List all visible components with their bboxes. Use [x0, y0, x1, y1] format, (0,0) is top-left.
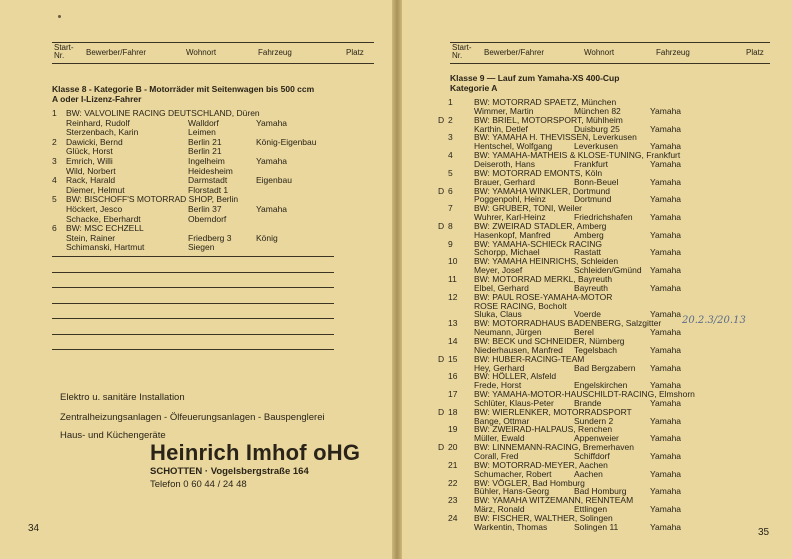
- entrant-name: Dawicki, Bernd: [66, 136, 123, 147]
- entrant-name: Schacke, Eberhardt: [66, 213, 141, 224]
- vehicle: Yamaha: [650, 176, 682, 187]
- entrant-name: Deiseroth, Hans: [474, 158, 535, 169]
- blank-line: [52, 318, 334, 319]
- hometown: Heidesheim: [188, 165, 233, 176]
- start-number: 16: [448, 371, 458, 382]
- entrant-name: Wuhrer, Karl-Heinz: [474, 212, 546, 223]
- header-wohnort: Wohnort: [186, 48, 217, 57]
- table-row: [52, 233, 372, 243]
- start-number: 24: [448, 512, 458, 523]
- entrant-name: BW: YAMAHA-MATHEIS & KLOSE-TUNING, Frankfurt: [474, 150, 681, 161]
- hometown: Berlin 21: [188, 136, 222, 147]
- hometown: Darmstadt: [188, 175, 228, 186]
- start-number: 21: [448, 459, 458, 470]
- table-row: [52, 175, 372, 185]
- entrant-name: ROSE RACING, Bocholt: [474, 300, 567, 311]
- start-number: 22: [448, 477, 458, 488]
- vehicle: Yamaha: [650, 158, 682, 169]
- entrant-name: BW: GRUBER, TONI, Weiler: [474, 203, 583, 214]
- hometown: Oberndorf: [188, 213, 227, 224]
- start-number: 2: [52, 136, 57, 147]
- entrant-name: BW: MOTORRAD SPAETZ, München: [474, 97, 617, 107]
- ad-phone: Telefon 0 60 44 / 24 48: [150, 479, 247, 490]
- start-number: 13: [448, 318, 458, 329]
- entrant-name: Hasenkopf, Manfred: [474, 229, 551, 240]
- start-number: 8: [448, 220, 453, 231]
- entrant-name: BW: ZWEIRAD-HALPAUS, Renchen: [474, 424, 613, 435]
- hometown: Bad Bergzabern: [574, 362, 636, 373]
- hometown: Leverkusen: [574, 141, 618, 152]
- hometown: Friedberg 3: [188, 232, 232, 243]
- entrant-name: BW: YAMAHA HEINRICHS, Schleiden: [474, 256, 619, 267]
- margin-mark: D: [438, 406, 445, 417]
- table-row: [52, 166, 372, 176]
- vehicle: Yamaha: [650, 433, 682, 444]
- header-bewerber: Bewerber/Fahrer: [484, 48, 545, 57]
- entrant-name: Höckert, Jesco: [66, 204, 123, 214]
- entrant-name: BW: ZWEIRAD STADLER, Amberg: [474, 220, 607, 231]
- blank-line: [52, 256, 334, 257]
- entrant-name: BW: YAMAHA WINKLER, Dortmund: [474, 185, 611, 196]
- header-wohnort: Wohnort: [584, 48, 615, 57]
- vehicle: Yamaha: [650, 504, 682, 515]
- start-number: 9: [448, 238, 453, 249]
- right-table-header: [450, 42, 770, 64]
- table-row: [52, 194, 372, 204]
- table-row: [52, 156, 372, 166]
- vehicle: Yamaha: [650, 212, 682, 223]
- hometown: Ingelheim: [188, 156, 225, 166]
- entrant-name: Schumacher, Robert: [474, 468, 552, 479]
- hometown: Sundern 2: [574, 415, 614, 426]
- hometown: Berlin 21: [188, 146, 222, 157]
- start-number: 4: [448, 150, 453, 161]
- entrant-name: Stein, Rainer: [66, 232, 116, 243]
- vehicle: Yamaha: [650, 247, 682, 258]
- header-bewerber: Bewerber/Fahrer: [86, 48, 147, 57]
- vehicle: Yamaha: [650, 344, 682, 355]
- margin-mark: D: [438, 114, 445, 125]
- entrant-name: BW: BECK und SCHNEIDER, Nürnberg: [474, 335, 625, 346]
- ad-line-2: Zentralheizungsanlagen - Ölfeuerungsanlagen - Bauspenglerei: [60, 412, 325, 423]
- vehicle: König-Eigenbau: [256, 136, 317, 147]
- hometown: Berlin 37: [188, 204, 222, 214]
- vehicle: Yamaha: [650, 282, 682, 293]
- entrant-name: BW: YAMAHA H. THEVISSEN, Leverkusen: [474, 132, 637, 143]
- start-number: 12: [448, 291, 458, 302]
- table-row: [52, 223, 372, 233]
- hometown: Engelskirchen: [574, 380, 628, 391]
- margin-mark: D: [438, 185, 445, 196]
- table-row: [52, 146, 372, 156]
- entrant-name: Müller, Ewald: [474, 433, 525, 444]
- vehicle: Yamaha: [256, 156, 288, 166]
- hometown: Solingen 11: [574, 521, 619, 532]
- vehicle: Yamaha: [650, 229, 682, 240]
- blank-line: [52, 303, 334, 304]
- entrant-name: März, Ronald: [474, 504, 525, 515]
- entrant-name: BW: FISCHER, WALTHER, Solingen: [474, 512, 613, 523]
- start-number: 7: [448, 203, 453, 214]
- entrant-name: Schorpp, Michael: [474, 247, 540, 258]
- vehicle: Yamaha: [650, 521, 682, 532]
- klasse-8-title: Klasse 8 - Kategorie B - Motorräder mit Seitenwagen bis 500 ccm: [52, 84, 315, 94]
- table-row: [52, 214, 372, 224]
- header-platz: Platz: [346, 48, 364, 57]
- entrant-name: BW: WIERLENKER, MOTORRADSPORT: [474, 406, 632, 417]
- entrant-name: BW: LINNEMANN-RACING, Bremerhaven: [474, 442, 634, 453]
- entrant-name: Glück, Horst: [66, 146, 113, 157]
- blank-line: [52, 287, 334, 288]
- entrant-name: Frede, Horst: [474, 380, 522, 391]
- vehicle: Yamaha: [650, 141, 682, 152]
- blank-line: [52, 272, 334, 273]
- print-speck: [58, 15, 61, 18]
- table-row: [52, 242, 372, 252]
- start-number: 14: [448, 335, 458, 346]
- vehicle: Yamaha: [650, 451, 682, 461]
- hometown: Bonn-Beuel: [574, 176, 619, 187]
- vehicle: Yamaha: [650, 309, 682, 320]
- vehicle: Yamaha: [650, 123, 682, 134]
- entrant-name: Rack, Harald: [66, 175, 116, 186]
- table-row: [52, 118, 372, 128]
- klasse-9-title: Klasse 9 — Lauf zum Yamaha-XS 400-Cup: [450, 73, 620, 83]
- hometown: Appenweier: [574, 433, 619, 444]
- vehicle: Eigenbau: [256, 175, 292, 186]
- vehicle: Yamaha: [650, 194, 682, 205]
- entrant-name: BW: YAMAHA-SCHIECk RACING: [474, 238, 602, 249]
- klasse-9-subtitle: Kategorie A: [450, 83, 498, 93]
- start-number: 10: [448, 256, 458, 267]
- start-number: 3: [448, 132, 453, 143]
- entrant-name: Bange, Ottmar: [474, 415, 530, 426]
- header-start: Start- Nr.: [54, 43, 74, 60]
- entrant-name: Elbel, Gerhard: [474, 282, 529, 293]
- start-number: 5: [448, 167, 453, 178]
- hometown: Tegelsbach: [574, 344, 618, 355]
- start-number: 6: [448, 185, 453, 196]
- table-row: [52, 204, 372, 214]
- margin-mark: D: [438, 442, 445, 453]
- vehicle: Yamaha: [650, 327, 682, 338]
- hometown: Dortmund: [574, 194, 612, 205]
- entrant-name: BW: HUBER-RACING-TEAM: [474, 353, 585, 364]
- entrant-name: BW: PAUL ROSE-YAMAHA-MOTOR: [474, 291, 613, 302]
- page-number-left: 34: [28, 523, 40, 534]
- blank-line: [52, 334, 334, 335]
- left-table-header: [52, 42, 374, 64]
- hometown: Aachen: [574, 468, 603, 479]
- start-number: 23: [448, 495, 458, 506]
- margin-mark: D: [438, 353, 445, 364]
- hometown: Schiffdorf: [574, 451, 610, 461]
- hometown: Florstadt 1: [188, 184, 229, 195]
- handwritten-note: 20.2.3/20.13: [682, 315, 746, 326]
- entrant-name: Karthin, Detlef: [474, 123, 528, 134]
- start-number: 19: [448, 424, 458, 435]
- entrant-name: Diemer, Helmut: [66, 184, 125, 195]
- entrant-name: Sluka, Claus: [474, 309, 522, 320]
- hometown: Walldorf: [188, 117, 219, 128]
- vehicle: Yamaha: [650, 362, 682, 373]
- entrant-name: Wild, Norbert: [66, 165, 116, 176]
- start-number: 20: [448, 442, 458, 453]
- table-row: [52, 127, 372, 137]
- hometown: Schleiden/Gmünd: [574, 265, 642, 276]
- entrant-name: Emrich, Willi: [66, 156, 113, 166]
- vehicle: Yamaha: [650, 397, 682, 408]
- klasse-8-subtitle: A oder I-Lizenz-Fahrer: [52, 94, 142, 104]
- hometown: Amberg: [574, 229, 604, 240]
- start-number: 5: [52, 194, 57, 205]
- entrant-name: Brauer, Gerhard: [474, 176, 535, 187]
- entrant-name: BW: VALVOLINE RACING DEUTSCHLAND, Düren: [66, 108, 260, 118]
- right-page: [402, 0, 792, 559]
- entrant-name: BW: HÖLLER, Alsfeld: [474, 371, 557, 382]
- ad-company-name: Heinrich Imhof oHG: [150, 440, 361, 465]
- hometown: Berel: [574, 327, 594, 338]
- entrant-name: Hey, Gerhard: [474, 362, 525, 373]
- start-number: 11: [448, 274, 457, 284]
- book-gutter: [392, 0, 402, 559]
- vehicle: König: [256, 232, 278, 243]
- start-number: 18: [448, 406, 458, 417]
- ad-address: SCHOTTEN · Vogelsbergstraße 164: [150, 466, 309, 477]
- start-number: 2: [448, 114, 453, 125]
- vehicle: Yamaha: [650, 105, 682, 116]
- hometown: Brande: [574, 397, 602, 408]
- page-number-right: 35: [758, 527, 770, 538]
- start-number: 17: [448, 389, 458, 400]
- vehicle: Yamaha: [650, 265, 682, 276]
- entrant-name: Schlüter, Klaus-Peter: [474, 397, 554, 408]
- table-row: [52, 137, 372, 147]
- hometown: Voerde: [574, 309, 601, 320]
- hometown: Bayreuth: [574, 282, 609, 293]
- entrant-name: BW: YAMAHA WITZEMANN, RENNTEAM: [474, 495, 634, 506]
- entrant-name: Warkentin, Thomas: [474, 521, 548, 532]
- table-row: [52, 108, 372, 118]
- start-number: 6: [52, 223, 57, 234]
- entrant-name: Niederhausen, Manfred: [474, 344, 563, 355]
- start-number: 15: [448, 353, 458, 364]
- entrant-name: Neumann, Jürgen: [474, 327, 542, 338]
- header-platz: Platz: [746, 48, 764, 57]
- entrant-name: Poggenpohl, Heinz: [474, 194, 546, 205]
- vehicle: Yamaha: [650, 468, 682, 479]
- vehicle: Yamaha: [650, 380, 682, 391]
- hometown: München 82: [574, 105, 621, 116]
- hometown: Frankfurt: [574, 158, 609, 169]
- entrant-name: BW: BISCHOFF'S MOTORRAD SHOP, Berlin: [66, 194, 239, 205]
- entrant-name: Bühler, Hans-Georg: [474, 486, 550, 497]
- entrant-name: BW: YAMAHA-MOTOR-HAUSCHILDT-RACING, Elmshorn: [474, 389, 695, 400]
- vehicle: Yamaha: [650, 415, 682, 426]
- entrant-name: BW: VÖGLER, Bad Homburg: [474, 477, 585, 488]
- header-start: Start- Nr.: [452, 43, 472, 60]
- ad-line-3: Haus- und Küchengeräte: [60, 430, 166, 441]
- entrant-name: Hentschel, Wolfgang: [474, 141, 553, 152]
- header-fahrzeug: Fahrzeug: [258, 48, 292, 57]
- start-number: 3: [52, 156, 57, 166]
- entrant-name: BW: MSC ECHZELL: [66, 223, 144, 234]
- start-number: 1: [52, 108, 57, 118]
- hometown: Ettlingen: [574, 504, 608, 515]
- start-number: 4: [52, 175, 57, 186]
- table-row: [438, 522, 768, 532]
- entrant-name: Meyer, Josef: [474, 265, 523, 276]
- hometown: Leimen: [188, 127, 216, 138]
- vehicle: Yamaha: [256, 204, 288, 214]
- entrant-name: Reinhard, Rudolf: [66, 117, 130, 128]
- entrant-name: Sterzenbach, Karin: [66, 127, 139, 138]
- start-number: 1: [448, 97, 453, 107]
- entrant-name: BW: MOTORRAD EMONTS, Köln: [474, 167, 603, 178]
- table-row: [52, 185, 372, 195]
- entrant-name: Schimanski, Hartmut: [66, 242, 145, 253]
- header-fahrzeug: Fahrzeug: [656, 48, 690, 57]
- entrant-name: Corall, Fred: [474, 451, 519, 461]
- entrant-name: BW: BRIEL, MOTORSPORT, Mühlheim: [474, 114, 623, 125]
- hometown: Siegen: [188, 242, 215, 253]
- entrant-name: BW: MOTORRAD MERKL, Bayreuth: [474, 274, 613, 284]
- hometown: Duisburg 25: [574, 123, 620, 134]
- blank-line: [52, 349, 334, 350]
- entrant-name: BW: MOTORRAD-MEYER, Aachen: [474, 459, 608, 470]
- hometown: Rastatt: [574, 247, 601, 258]
- entrant-name: Wimmer, Martin: [474, 105, 534, 116]
- vehicle: Yamaha: [256, 117, 288, 128]
- hometown: Friedrichshafen: [574, 212, 633, 223]
- ad-line-1: Elektro u. sanitäre Installation: [60, 392, 185, 403]
- hometown: Bad Homburg: [574, 486, 627, 497]
- margin-mark: D: [438, 220, 445, 231]
- vehicle: Yamaha: [650, 486, 682, 497]
- entrant-name: BW: MOTORRADHAUS BADENBERG, Salzgitter: [474, 318, 662, 329]
